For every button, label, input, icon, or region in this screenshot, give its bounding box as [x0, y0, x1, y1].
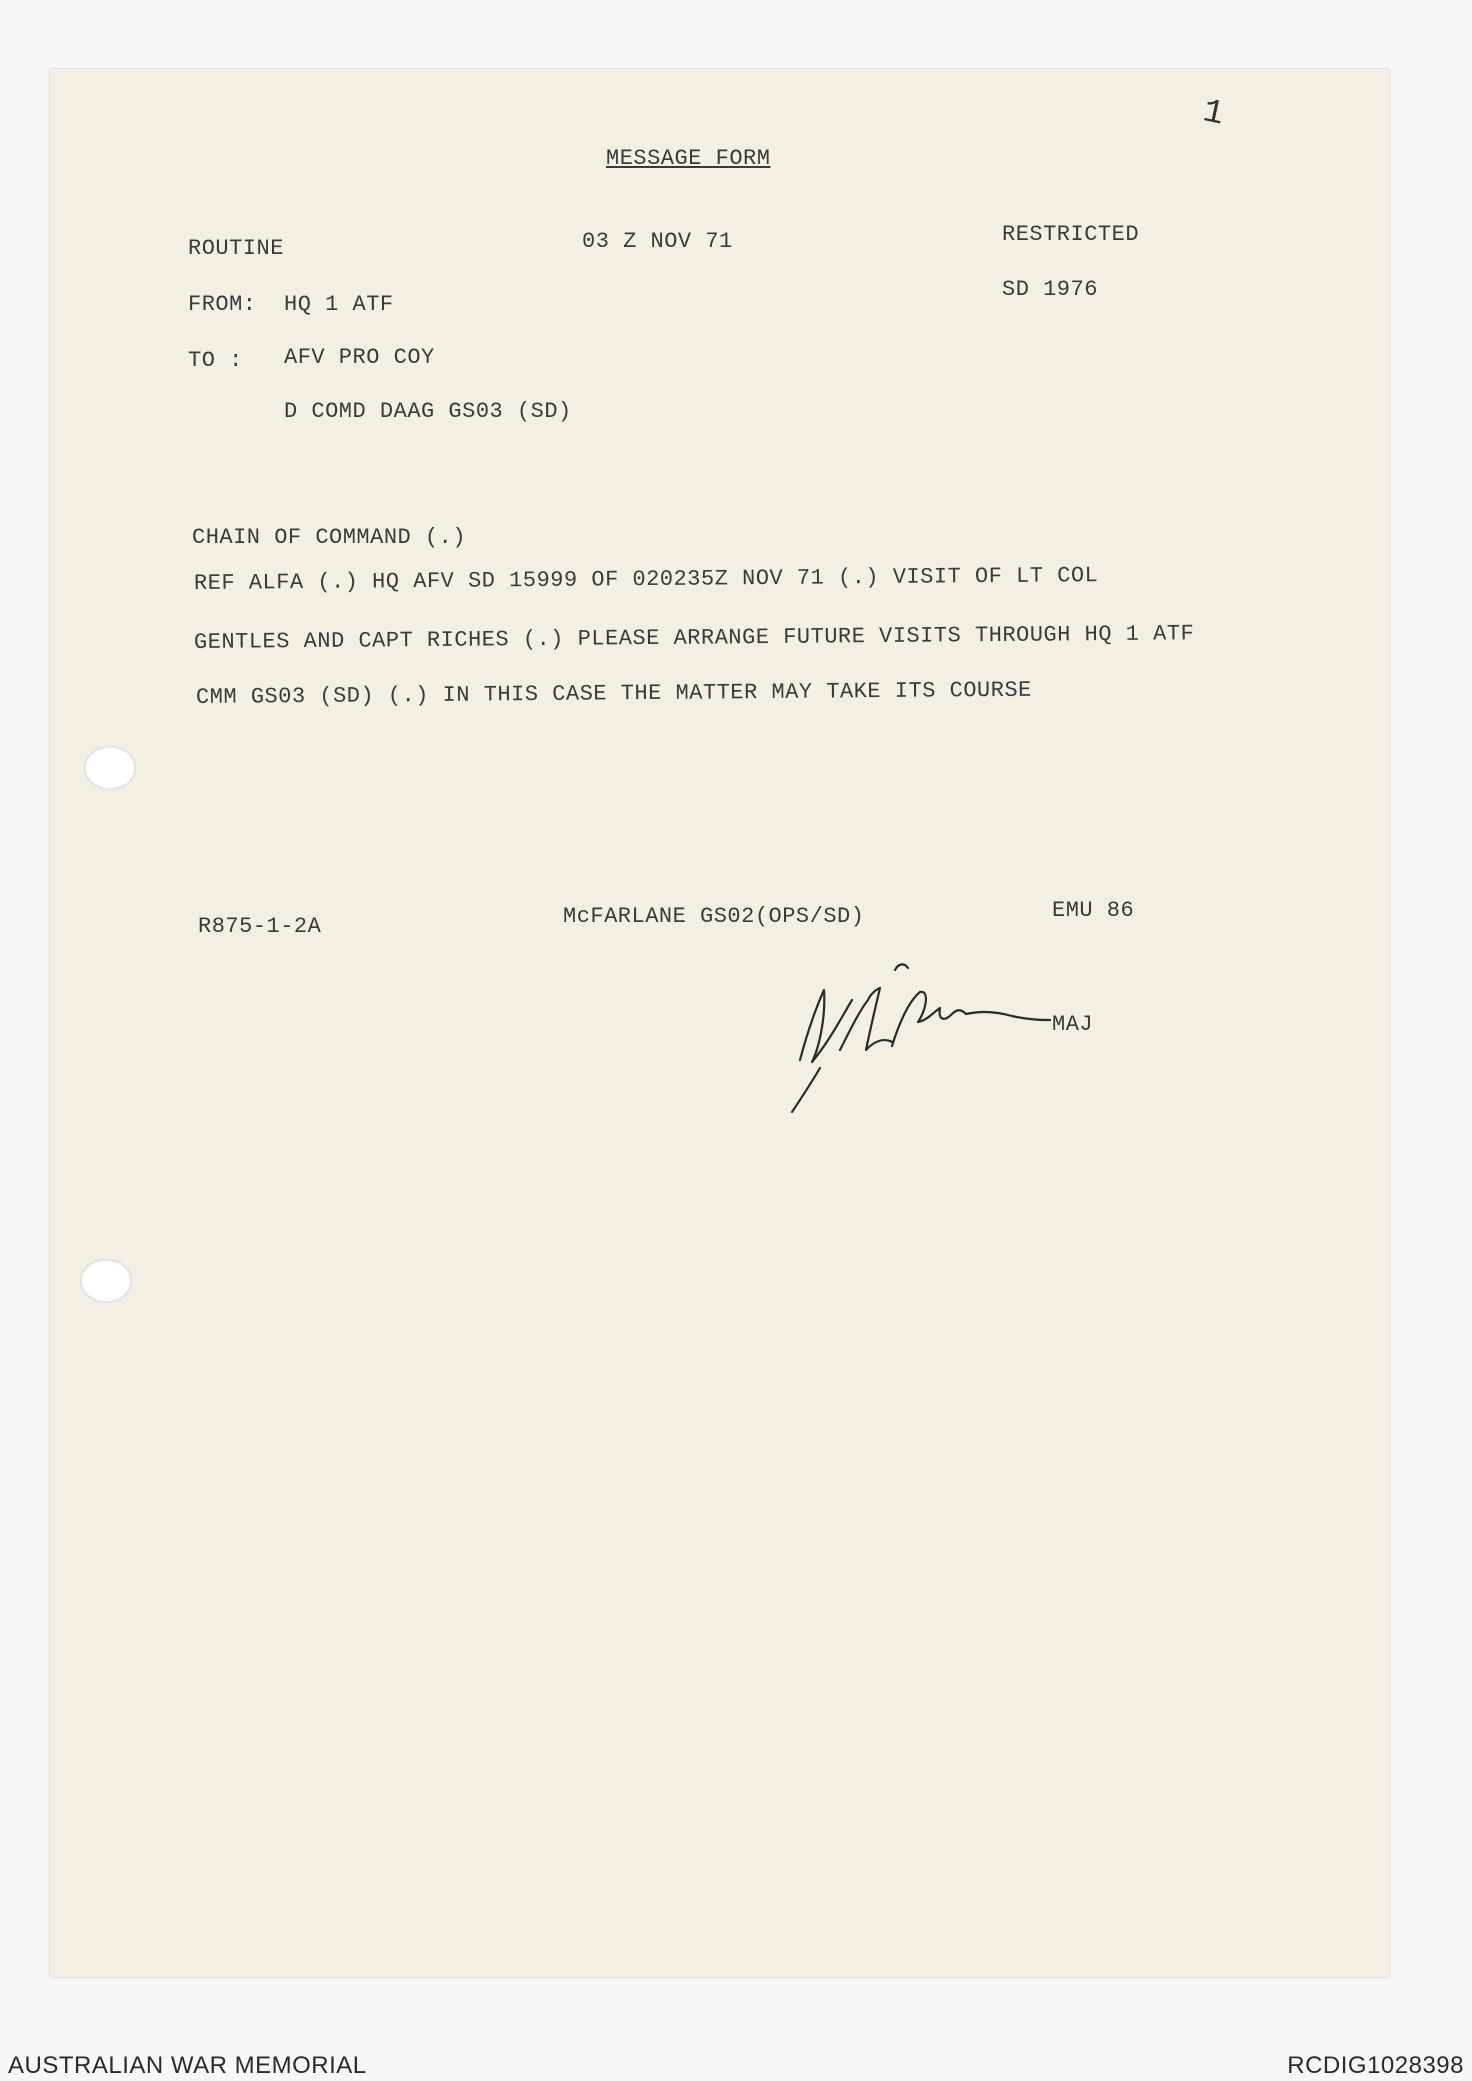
signature	[780, 950, 1070, 1120]
precedence: ROUTINE	[188, 236, 284, 261]
archive-item-id: RCDIG1028398	[1287, 2052, 1464, 2079]
body-line-4: CMM GS03 (SD) (.) IN THIS CASE THE MATTER MAY TAKE ITS COURSE	[195, 677, 1032, 710]
to-value: AFV PRO COY	[284, 345, 435, 370]
punch-hole-lower	[80, 1259, 132, 1303]
from-value: HQ 1 ATF	[284, 292, 394, 317]
body-line-2: REF ALFA (.) HQ AFV SD 15999 OF 020235Z NOV 71 (.) VISIT OF LT COL	[193, 563, 1099, 596]
info-addressee: D COMD DAAG GS03 (SD)	[284, 399, 572, 424]
date-time-group: 03 Z NOV 71	[582, 229, 733, 254]
page-number: 1	[1199, 93, 1228, 135]
body-line-3: GENTLES AND CAPT RICHES (.) PLEASE ARRANGE FUTURE VISITS THROUGH HQ 1 ATF	[193, 621, 1195, 655]
message-form-page	[50, 69, 1389, 1977]
body-line-1: CHAIN OF COMMAND (.)	[192, 525, 467, 550]
reference-number: SD 1976	[1002, 277, 1098, 302]
to-label: TO :	[188, 348, 243, 373]
signatory-rank: MAJ	[1052, 1012, 1094, 1037]
classification: RESTRICTED	[1002, 222, 1140, 247]
form-title: MESSAGE FORM	[606, 146, 771, 171]
file-reference: R875-1-2A	[198, 914, 322, 939]
archive-source-label: AUSTRALIAN WAR MEMORIAL	[8, 2052, 367, 2079]
punch-hole-upper	[84, 746, 136, 790]
extension: EMU 86	[1052, 898, 1135, 923]
originator: McFARLANE GS02(OPS/SD)	[563, 904, 865, 929]
from-label: FROM:	[188, 292, 257, 317]
